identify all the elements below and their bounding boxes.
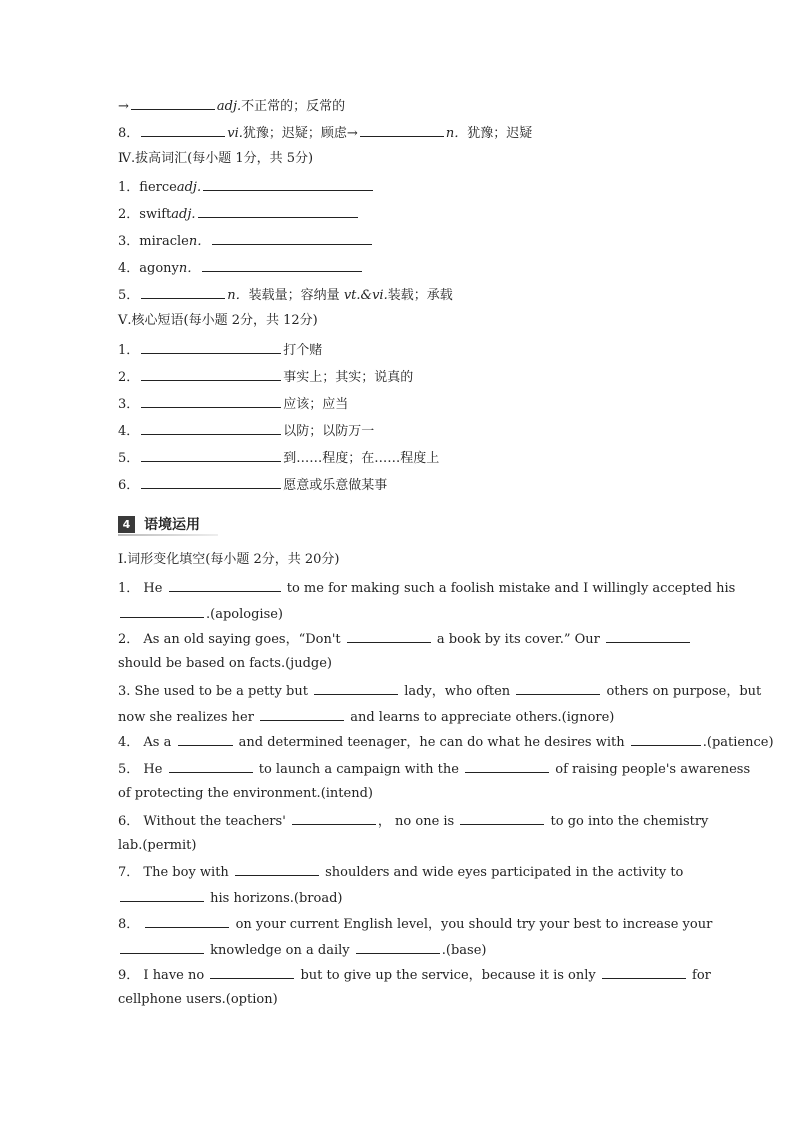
section-5-item-6: 6． 愿意或乐意做某事 (118, 475, 678, 495)
question-4-line-1: 4． As a and determined teenager，he can do what he desires with .(patience) (118, 732, 678, 752)
question-2-line-1: 2． As an old saying goes，“Don't a book by its cover.” Our (118, 629, 678, 649)
section-5-item-3: 3． 应该；应当 (118, 394, 678, 414)
question-1-line-2: .(apologise) (118, 604, 678, 624)
answer-blank[interactable] (198, 204, 358, 218)
arrow-icon: → (118, 99, 129, 114)
answer-blank[interactable] (141, 421, 281, 435)
question-6-line-1: 6． Without the teachers' ， no one is to go into the chemistry (118, 811, 678, 831)
section-5-item-2: 2． 事实上；其实；说真的 (118, 367, 678, 387)
question-9-line-1: 9． I have no but to give up the service，because it is only for (118, 965, 678, 985)
answer-blank[interactable] (314, 681, 398, 695)
section-number-icon: 4 (118, 516, 135, 533)
answer-blank[interactable] (347, 629, 431, 643)
answer-blank[interactable] (145, 914, 229, 928)
question-1-line-1: 1． He to me for making such a foolish mistake and I willingly accepted his (118, 578, 678, 598)
section-5-title: Ⅴ.核心短语(每小题 2分，共 12分) (118, 313, 318, 328)
answer-blank[interactable] (141, 123, 225, 137)
section-4-title: Ⅳ.拔高词汇(每小题 1分，共 5分) (118, 151, 314, 166)
section-4-item-5: 5． n．装载量；容纳量 vt.&vi.装载；承载 (118, 285, 678, 305)
answer-blank[interactable] (131, 96, 215, 110)
question-8-line-2: knowledge on a daily .(base) (118, 940, 678, 960)
answer-blank[interactable] (202, 258, 362, 272)
section-4-item-1: 1．fierceadj. (118, 177, 678, 197)
section-4-item-2: 2．swiftadj. (118, 204, 678, 224)
answer-blank[interactable] (141, 285, 225, 299)
answer-blank[interactable] (120, 604, 204, 618)
section-5-item-1: 1． 打个赌 (118, 340, 678, 360)
section-5-item-4: 4． 以防；以防万一 (118, 421, 678, 441)
section-5-item-5: 5． 到……程度；在……程度上 (118, 448, 678, 468)
question-7-line-1: 7． The boy with shoulders and wide eyes participated in the activity to (118, 862, 678, 882)
answer-blank[interactable] (460, 811, 544, 825)
context-sub-title: Ⅰ.词形变化填空(每小题 2分，共 20分) (118, 552, 340, 567)
answer-blank[interactable] (141, 367, 281, 381)
answer-blank[interactable] (212, 231, 372, 245)
answer-blank[interactable] (203, 177, 373, 191)
answer-blank[interactable] (141, 394, 281, 408)
answer-blank[interactable] (360, 123, 444, 137)
answer-blank[interactable] (169, 759, 253, 773)
question-2-line-2: should be based on facts.(judge) (118, 656, 332, 671)
question-3-line-1: 3. She used to be a petty but lady，who often others on purpose，but (118, 681, 678, 701)
context-section-header (118, 513, 218, 535)
answer-blank[interactable] (141, 448, 281, 462)
question-5-line-1: 5． He to launch a campaign with the of raising people's awareness (118, 759, 678, 779)
question-6-line-2: lab.(permit) (118, 838, 197, 853)
answer-blank[interactable] (292, 811, 376, 825)
answer-blank[interactable] (235, 862, 319, 876)
vocab-arrow-line: → adj.不正常的；反常的 (118, 96, 678, 116)
section-underline (118, 534, 218, 536)
answer-blank[interactable] (260, 707, 344, 721)
vocab-item-8: 8． vi.犹豫；迟疑；顾虑→ n．犹豫；迟疑 (118, 123, 678, 143)
section-4-item-4: 4．agonyn． (118, 258, 678, 278)
question-7-line-2: his horizons.(broad) (118, 888, 678, 908)
answer-blank[interactable] (120, 888, 204, 902)
answer-blank[interactable] (631, 732, 701, 746)
answer-blank[interactable] (169, 578, 281, 592)
answer-blank[interactable] (120, 940, 204, 954)
answer-blank[interactable] (516, 681, 600, 695)
section-title: 语境运用 (144, 517, 200, 533)
answer-blank[interactable] (465, 759, 549, 773)
question-8-line-1: 8． on your current English level，you should try your best to increase your (118, 914, 678, 934)
answer-blank[interactable] (210, 965, 294, 979)
answer-blank[interactable] (602, 965, 686, 979)
answer-blank[interactable] (356, 940, 440, 954)
section-4-item-3: 3．miraclen． (118, 231, 678, 251)
question-9-line-2: cellphone users.(option) (118, 992, 278, 1007)
answer-blank[interactable] (606, 629, 690, 643)
question-5-line-2: of protecting the environment.(intend) (118, 786, 373, 801)
question-3-line-2: now she realizes her and learns to appreciate others.(ignore) (118, 707, 678, 727)
answer-blank[interactable] (141, 475, 281, 489)
answer-blank[interactable] (178, 732, 233, 746)
answer-blank[interactable] (141, 340, 281, 354)
